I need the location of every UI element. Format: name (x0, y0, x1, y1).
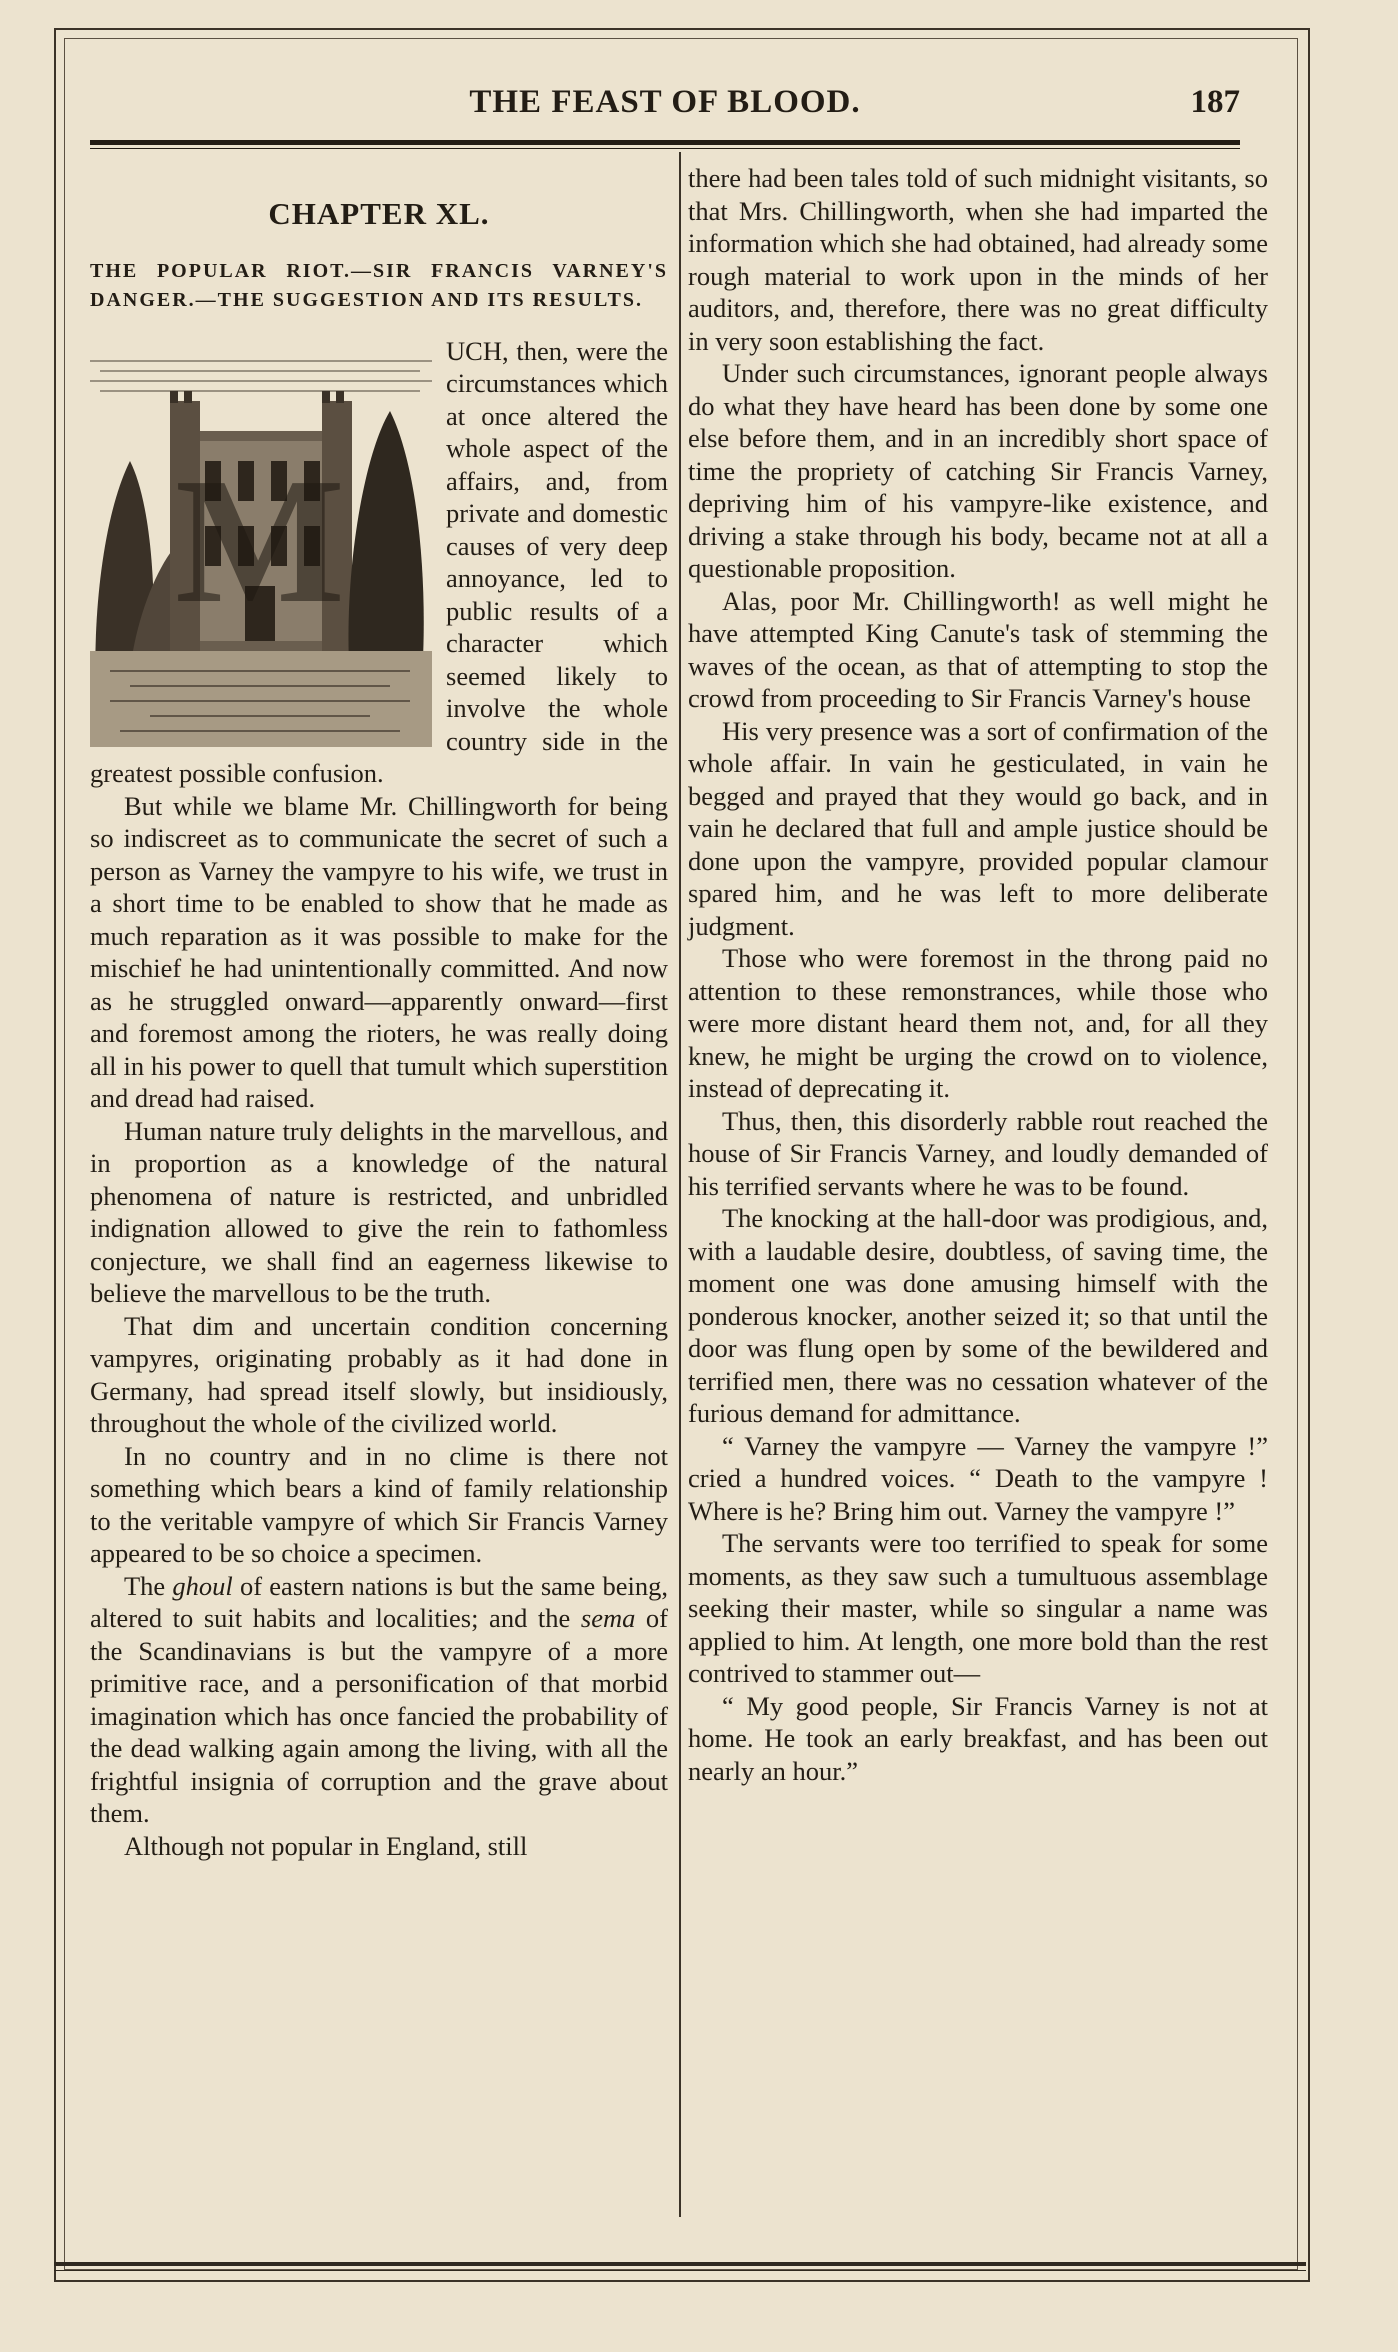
paragraph-text: then, were the circumstances which at once altered the whole aspect of the affairs, and, from private and domestic causes of very deep annoyance, led to public results of a character which seemed likely to involve the whole country side in the greatest possible confusion. (90, 335, 668, 788)
paragraph: Under such circumstances, ignorant people always do what they have heard has been done by some one else before them, and in an incredibly short space of time the propriety of catching Sir Francis Varney, depriving him of his vampyre-like existence, and driving a stake through his body, became not at all a questionable proposition. (688, 358, 1268, 583)
paragraph: In no country and in no clime is there not something which bears a kind of family relationship to the veritable vampyre of which Sir Francis Varney appeared to be so choice a specimen. (90, 1440, 668, 1568)
page-number: 187 (1190, 84, 1240, 120)
paragraph (90, 1570, 668, 1830)
header-rule (90, 140, 1240, 145)
paragraph: Although not popular in England, still (124, 1830, 528, 1861)
header-rule-thin (90, 148, 1240, 149)
paragraph: there had been tales told of such midnight visitants, so that Mrs. Chillingworth, when she had imparted the information which she had obtained, had already some rough material to work upon in the minds of her auditors, and, therefore, there was no great difficulty in very soon establishing the fact. (688, 163, 1268, 356)
paragraph-text: of eastern nations is but the same being, altered to suit habits and localities; and the (90, 1570, 668, 1633)
paragraph: That dim and uncertain condition concerning vampyres, originating probably as it had done in Germany, had spread itself slowly, but insidiously, throughout the whole of the civilized world. (90, 1310, 668, 1438)
ornamental-initial-m-icon (90, 341, 432, 747)
italic-term: sema (580, 1603, 636, 1633)
column-divider (679, 152, 681, 2217)
chapter-subtitle: THE POPULAR RIOT.—SIR FRANCIS VARNEY'S DANGER.—THE SUGGESTION AND ITS RESULTS. (90, 259, 668, 311)
right-column (688, 162, 1268, 1787)
paragraph: Human nature truly delights in the marvellous, and in proportion as a knowledge of the natural phenomena of nature is restricted, and unbridled indignation allowed to give the rein to fathomless conjecture, we shall find an eagerness likewise to believe the marvellous to be the truth. (90, 1115, 668, 1308)
footer-rule (54, 2262, 1306, 2266)
paragraph: “ Varney the vampyre — Varney the vampyre !” cried a hundred voices. “ Death to the vampyre ! Where is he? Bring him out. Varney the vampyre !” (688, 1430, 1268, 1526)
paragraph: His very presence was a sort of confirmation of the whole affair. In vain he gesticulated, in vain he begged and prayed that they would go back, and in vain he declared that full and ample justice should be done upon the vampyre, provided popular clamour spared him, and he was left to more deliberate judgment. (688, 715, 1268, 941)
chapter-title: CHAPTER XL. (268, 196, 490, 231)
paragraph-text: The (124, 1570, 173, 1601)
running-title: THE FEAST OF BLOOD. (469, 84, 861, 120)
paragraph: Alas, poor Mr. Chillingworth! as well might he have attempted King Canute's task of stemming the waves of the ocean, as that of attempting to stop the crowd from proceeding to Sir Francis Varney's house (688, 585, 1268, 713)
paragraph: The knocking at the hall-door was prodigious, and, with a laudable desire, doubtless, of saving time, the moment one was done amusing himself with the ponderous knocker, another seized it; so that until the door was flung open by some of the bewildered and terrified men, there was no cessation whatever of the furious demand for admittance. (688, 1203, 1268, 1428)
left-column (90, 162, 668, 1862)
running-head (90, 84, 1240, 134)
paragraph: “ My good people, Sir Francis Varney is not at home. He took an early breakfast, and has been out nearly an hour.” (688, 1690, 1268, 1786)
paragraph: Thus, then, this disorderly rabble rout reached the house of Sir Francis Varney, and loudly demanded of his terrified servants where he was to be found. (688, 1105, 1268, 1201)
footer-rule-thin (54, 2270, 1306, 2271)
italic-term: ghoul (172, 1570, 233, 1601)
paragraph: But while we blame Mr. Chillingworth for being so indiscreet as to communicate the secret of such a person as Varney the vampyre to his wife, we trust in a short time to be enabled to show that he made as much reparation as it was possible to make for the mischief he had unintentionally committed. And now as he struggled onward—apparently onward—first and foremost among the rioters, he was really doing all in his power to quell that tumult which superstition and dread had raised. (90, 790, 668, 1113)
paragraph-text: of the Scandinavians is but the vampyre of a more primitive race, and a personification of that morbid imagination which has once fancied the probability of the dead walking again among the living, with all the frightful insignia of corruption and the grave about them. (90, 1603, 669, 1828)
lead-word: UCH, (446, 335, 509, 366)
paragraph: The servants were too terrified to speak for some moments, as they saw such a tumultuous assemblage seeking their master, while so singular a name was applied to him. At length, one more bold than the rest contrived to stammer out— (688, 1528, 1268, 1688)
paragraph: Those who were foremost in the throng paid no attention to these remonstrances, while those who were more distant heard them not, and, for all they knew, he might be urging the crowd on to violence, instead of deprecating it. (688, 943, 1268, 1103)
initial-letter: M (175, 440, 345, 640)
